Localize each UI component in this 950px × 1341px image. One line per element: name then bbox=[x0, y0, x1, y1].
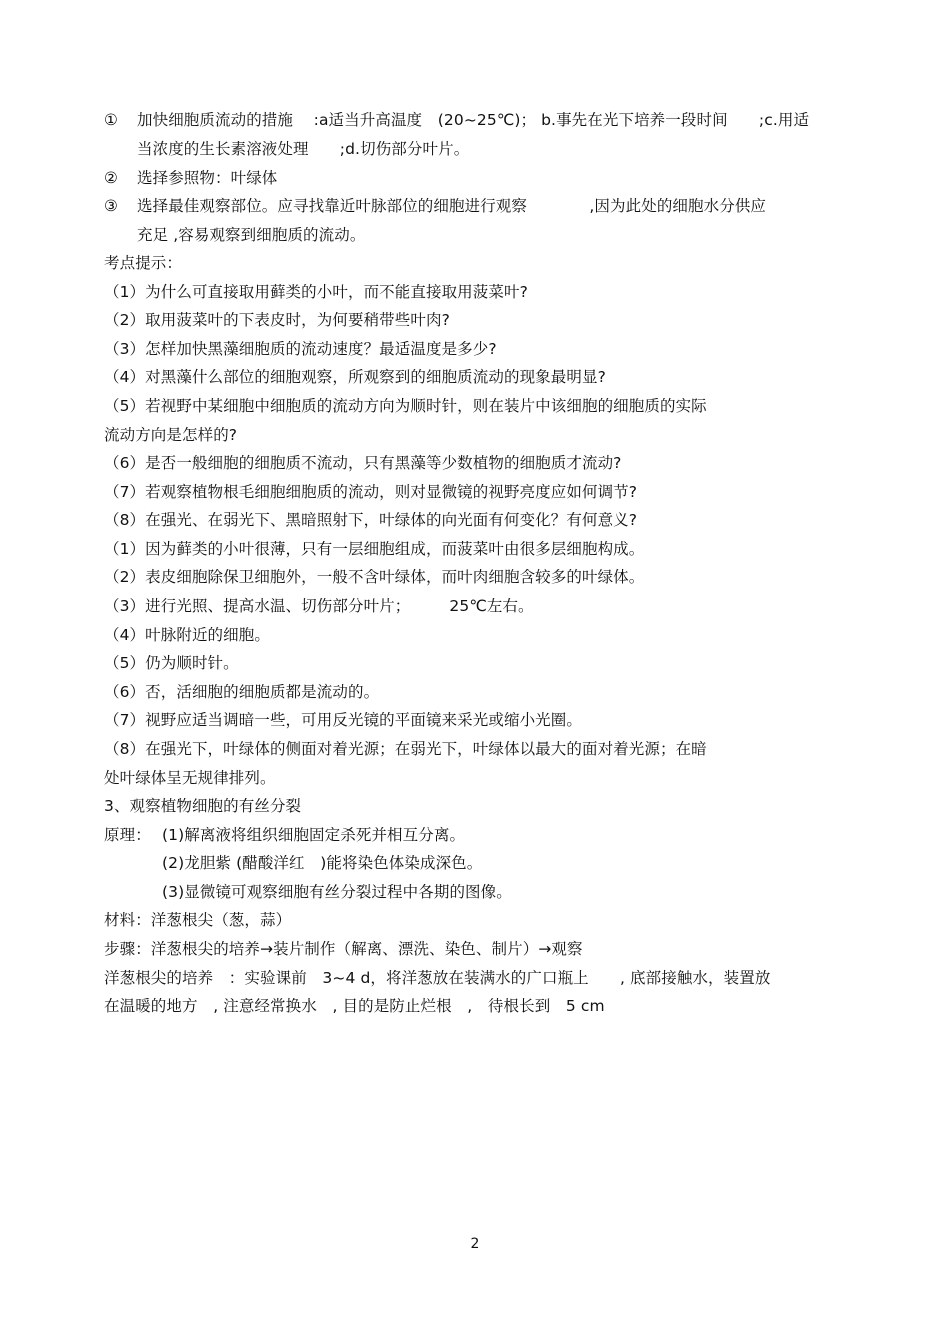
point-marker-3: ③ bbox=[104, 197, 118, 215]
question-3: （3）怎样加快黑藻细胞质的流动速度？最适温度是多少? bbox=[104, 340, 497, 358]
answer-1: （1）因为藓类的小叶很薄，只有一层细胞组成，而菠菜叶由很多层细胞构成。 bbox=[104, 540, 645, 558]
answer-5: （5）仍为顺时针。 bbox=[104, 654, 239, 672]
answer-4: （4）叶脉附近的细胞。 bbox=[104, 626, 270, 644]
hint-heading: 考点提示： bbox=[104, 254, 183, 272]
point-2-line-1: 选择参照物：叶绿体 bbox=[137, 169, 278, 187]
question-5: （5）若视野中某细胞中细胞质的流动方向为顺时针，则在装片中该细胞的细胞质的实际 bbox=[104, 397, 707, 415]
point-marker-1: ① bbox=[104, 111, 118, 129]
question-8: （8）在强光、在弱光下、黑暗照射下，叶绿体的向光面有何变化？有何意义? bbox=[104, 511, 638, 529]
answer-8: （8）在强光下，叶绿体的侧面对着光源；在弱光下，叶绿体以最大的面对着光源；在暗 bbox=[104, 740, 707, 758]
principle-3: (3)显微镜可观察细胞有丝分裂过程中各期的图像。 bbox=[162, 883, 512, 901]
culture-line-2: 在温暖的地方 , 注意经常换水 , 目的是防止烂根 , 待根长到 5 cm bbox=[104, 997, 605, 1015]
point-1-line-1: 加快细胞质流动的措施 :a适当升高温度 (20~25℃)； b.事先在光下培养一段时间 ;c.用适 bbox=[137, 111, 810, 129]
question-4: （4）对黑藻什么部位的细胞观察，所观察到的细胞质流动的现象最明显? bbox=[104, 368, 606, 386]
principle-label: 原理： bbox=[104, 826, 151, 844]
principle-2: (2)龙胆紫 (醋酸洋红 )能将染色体染成深色。 bbox=[162, 854, 483, 872]
point-3-line-2: 充足 ,容易观察到细胞质的流动。 bbox=[137, 226, 366, 244]
question-2: （2）取用菠菜叶的下表皮时，为何要稍带些叶肉? bbox=[104, 311, 450, 329]
question-5-cont: 流动方向是怎样的? bbox=[104, 426, 238, 444]
answer-6: （6）否，活细胞的细胞质都是流动的。 bbox=[104, 683, 380, 701]
question-7: （7）若观察植物根毛细胞细胞质的流动，则对显微镜的视野亮度应如何调节? bbox=[104, 483, 638, 501]
point-3-line-1: 选择最佳观察部位。应寻找靠近叶脉部位的细胞进行观察 ,因为此处的细胞水分供应 bbox=[137, 197, 767, 215]
principle-1: (1)解离液将组织细胞固定杀死并相互分离。 bbox=[162, 826, 466, 844]
answer-2: （2）表皮细胞除保卫细胞外，一般不含叶绿体，而叶肉细胞含较多的叶绿体。 bbox=[104, 568, 645, 586]
point-marker-2: ② bbox=[104, 169, 118, 187]
culture-line-1: 洋葱根尖的培养 ：实验课前 3~4 d，将洋葱放在装满水的广口瓶上 , 底部接触水，装置放 bbox=[104, 969, 771, 987]
point-1-line-2: 当浓度的生长素溶液处理 ;d.切伤部分叶片。 bbox=[137, 140, 470, 158]
question-6: （6）是否一般细胞的细胞质不流动，只有黑藻等少数植物的细胞质才流动? bbox=[104, 454, 622, 472]
answer-7: （7）视野应适当调暗一些，可用反光镜的平面镜来采光或缩小光圈。 bbox=[104, 711, 582, 729]
page-number: 2 bbox=[470, 1236, 480, 1252]
materials-line: 材料：洋葱根尖（葱，蒜） bbox=[104, 911, 292, 929]
answer-3: （3）进行光照、提高水温、切伤部分叶片； 25℃左右。 bbox=[104, 597, 534, 615]
answer-8-cont: 处叶绿体呈无规律排列。 bbox=[104, 769, 276, 787]
question-1: （1）为什么可直接取用藓类的小叶，而不能直接取用菠菜叶? bbox=[104, 283, 528, 301]
section-title: 3、观察植物细胞的有丝分裂 bbox=[104, 797, 302, 815]
steps-line: 步骤：洋葱根尖的培养→装片制作（解离、漂洗、染色、制片）→观察 bbox=[104, 940, 583, 958]
